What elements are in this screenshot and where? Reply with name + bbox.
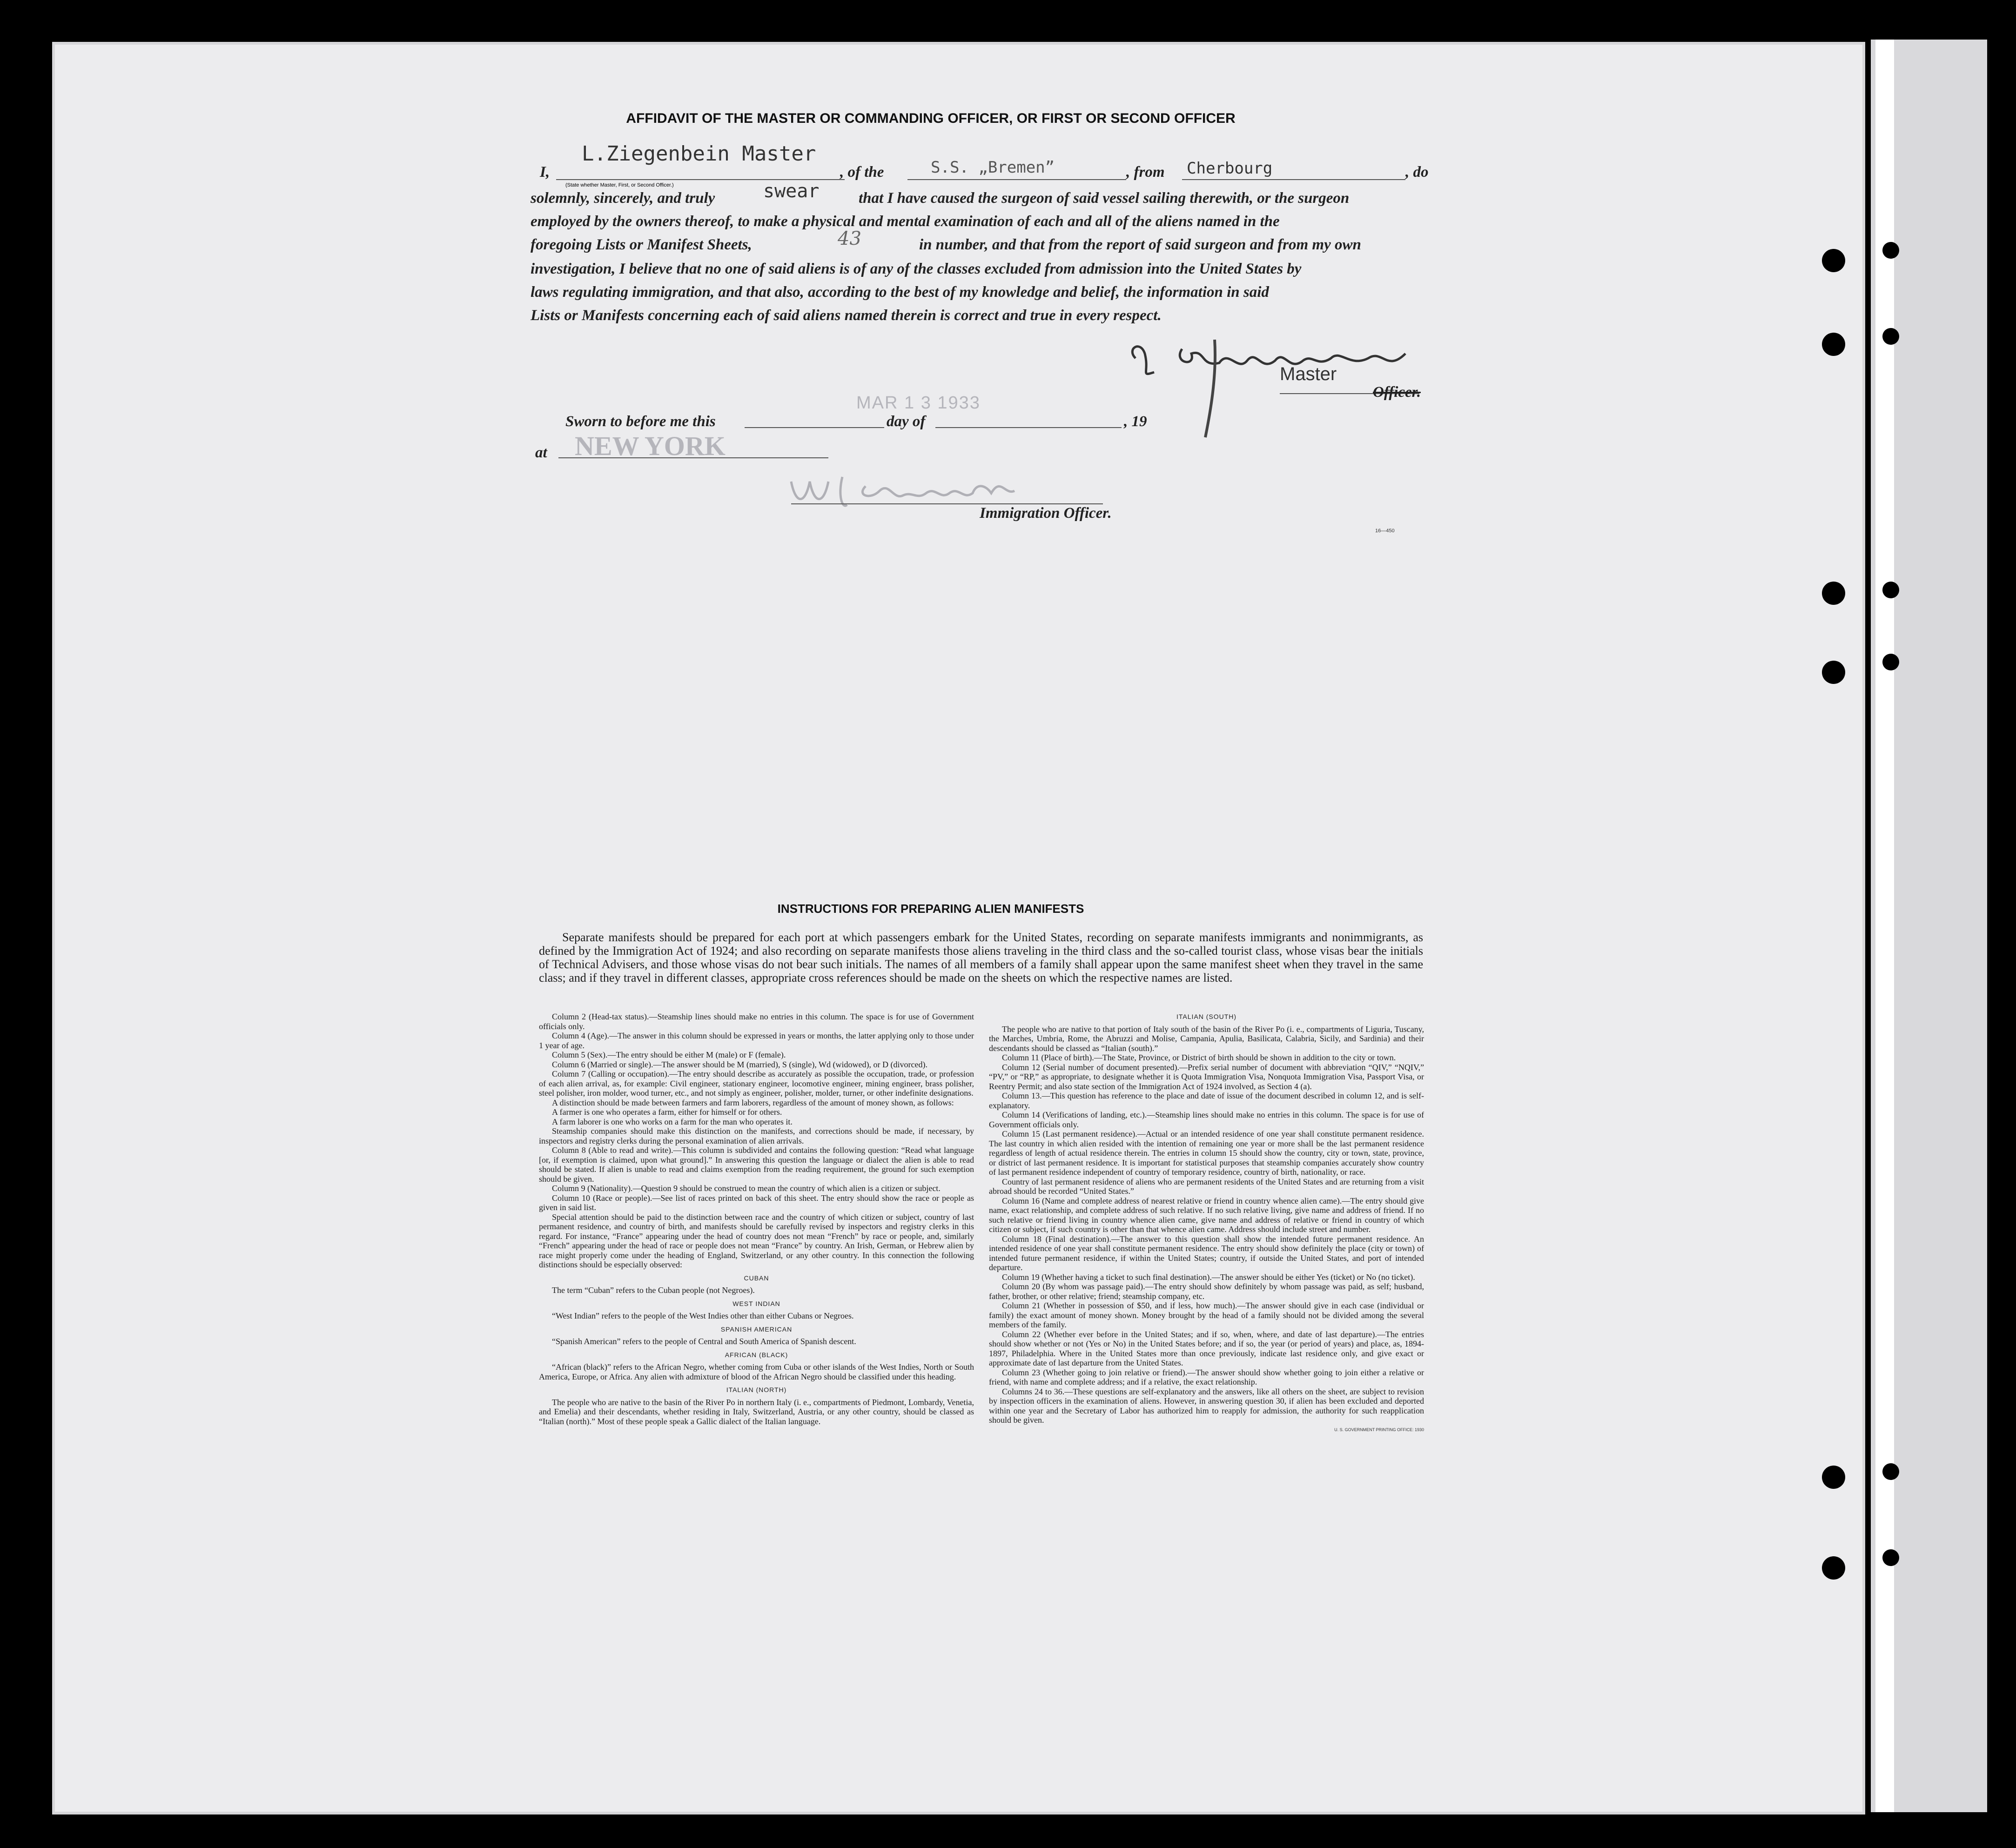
cuban-text: The term “Cuban” refers to the Cuban people (not Negroes). [552, 1286, 755, 1295]
binder-hole [1822, 249, 1845, 272]
day-of-label: day of [887, 413, 926, 430]
right-para: Column 13.—This question has reference to the place and date of issue of the document described in column 12, and is self-explanatory. [989, 1091, 1424, 1110]
left-para: Column 8 (Able to read and write).—This column is subdivided and contains the following question: “Read what language [or, if exemption is claimed, upon what ground].” In answering this question the language or dialect the alien is able to read should be stated. If alien is unable to read and claims exemption from the reading requirement, the ground for such exemption should be given. [539, 1145, 974, 1184]
affidavit-line5: investigation, I believe that no one of said aliens is of any of the classes excluded from admission into the United States by [531, 261, 1302, 277]
left-para: Column 5 (Sex).—The entry should be either M (male) or F (female). [552, 1050, 786, 1059]
right-para: Column 19 (Whether having a ticket to such final destination).—The answer should be either Yes (ticket) or No (no ticket). [1002, 1272, 1415, 1282]
form-number: 16—450 [1375, 528, 1395, 534]
west-indian-heading: WEST INDIAN [732, 1299, 780, 1307]
right-para: Country of last permanent residence of aliens who are permanent residents of the United States and are returning from a visit abroad should be recorded “United States.” [989, 1177, 1424, 1196]
left-para: Special attention should be paid to the distinction between race and the country of which citizen or subject, country of last permanent residence, and country of birth, and manifests should be carefully revised by inspectors and registry clerks in this regard. For instance, “France” appearing under the head of country does not mean “French” by race or people, and, similarly “French” appearing under the head of race or people does not mean “France” by country. An Irish, German, or Hebrew alien by race might properly come under the heading of England, Switzerland, or any other country. In this connection the following distinctions should be especially observed: [539, 1212, 974, 1269]
affidavit-line7: Lists or Manifests concerning each of said aliens named therein is correct and true in every respect. [531, 307, 1162, 324]
right-para: Column 14 (Verifications of landing, etc.).—Steamship lines should make no entries in this column. The space is for use of Government officials only. [989, 1110, 1424, 1129]
right-para: Column 15 (Last permanent residence).—Actual or an intended residence of one year shall constitute permanent residence. The last country in which alien resided with the intention of remaining one year or more shall be the last permanent residence regardless of length of actual residence therein. The entries in column 15 should show the country, city or town, state, province, or district of last permanent residence. It is important for statistical purposes that steamship companies accurately show country of last permanent residence independent of country of temporary residence, country of birth, nationality, or race. [989, 1129, 1424, 1177]
instructions-intro: Separate manifests should be prepared for each port at which passengers embark for the United States, recording on separate manifests immigrants and nonimmigrants, as defined by the Immigration Act of 1924; and also recording on separate manifests those aliens traveling in the third class and the so-called tourist class, whose visas bear the initials of Technical Advisers, and those whose visas do not bear such initials. The names of all members of a family shall appear upon the same manifest sheet when they travel in the same class; and if they travel in different classes, appropriate cross references should be made on the sheets on which the respective names are listed. [539, 931, 1423, 984]
affidavit-line6: laws regulating immigration, and that also, according to the best of my knowledge and belief, the information in said [531, 284, 1269, 301]
instructions-left-column [539, 1012, 974, 1426]
italian-north-text: The people who are native to the basin of the River Po in northern Italy (i. e., compartments of Piedmont, Lombardy, Venetia, and Emelia) and their descendants, whether residing in Italy, Switzerland, Austria, or any other country, should be classed as “Italian (north).” Most of these people speak a Gallic dialect of the Italian language. [539, 1397, 974, 1426]
master-name: L.Ziegenbein Master [582, 142, 816, 166]
place-stamp: NEW YORK [575, 431, 726, 461]
right-para: Column 12 (Serial number of document presented).—Prefix serial number of document with abbreviation “QIV,” “NQIV,” “PV,” or “RP,” as appropriate, to designate whether it is Quota Immigration Visa, Nonquota Immigration Visa, Passport Visa, or Reentry Permit; and also state section of the Immigration Act of 1924 involved, as Section 4 (a). [989, 1062, 1424, 1091]
affidavit-line2b: that I have caused the surgeon of said vessel sailing therewith, or the surgeon [859, 190, 1350, 207]
left-para: A farm laborer is one who works on a farm for the man who operates it. [552, 1117, 793, 1126]
affidavit-i: I, [540, 164, 550, 181]
left-para: Steamship companies should make this distinction on the manifests, and corrections should be made, if necessary, by inspectors and registry clerks during the personal examination of alien arrivals. [539, 1126, 974, 1145]
right-para: Column 18 (Final destination).—The answer to this question shall show the intended future permanent residence. An intended residence of one year shall constitute permanent residence. The entry should show definitely the place (city or town) of intended future permanent residence, if within the United States; country, if outside the United States, and port of intended departure. [989, 1234, 1424, 1272]
name-line [556, 179, 845, 180]
left-para: Column 2 (Head-tax status).—Steamship lines should make no entries in this column. The space is for use of Government officials only. [539, 1012, 974, 1031]
right-para: Column 21 (Whether in possession of $50, and if less, how much).—The answer should give in each case (individual or family) the exact amount of money shown. Money brought by the head of a family should not be divided among the several members of the family. [989, 1301, 1424, 1329]
left-para: Column 10 (Race or people).—See list of races printed on back of this sheet. The entry should show the race or people as given in said list. [539, 1193, 974, 1212]
left-para: Column 7 (Calling or occupation).—The entry should describe as accurately as possible the occupation, trade, or profession of each alien arrival, as, for example: Civil engineer, stationary engineer, locomotive engineer, mining engineer, brass polisher, steel polisher, iron molder, wood turner, etc., and not simply as engineer, polisher, molder, turner, or other indefinite designations. [539, 1069, 974, 1098]
binder-hole [1822, 661, 1845, 684]
left-para: A distinction should be made between farmers and farm laborers, regardless of the amount of money shown, as follows: [552, 1098, 954, 1107]
swear: swear [763, 181, 820, 202]
right-para: Column 16 (Name and complete address of nearest relative or friend in country whence alien came).—The entry should give name, exact relationship, and complete address of such relative. If no such relative living, give name and address of friend. If no such relative or friend living in country whence alien came, give name and address of relative or friend in country of which citizen or subject, if such country is other than that whence alien came. Address should include street and number. [989, 1196, 1424, 1234]
binder-hole [1822, 333, 1845, 356]
master-title: Master [1280, 364, 1337, 384]
printer-imprint: U. S. GOVERNMENT PRINTING OFFICE: 1930 [1334, 1427, 1424, 1432]
binder-hole [1882, 242, 1899, 259]
left-para: Column 4 (Age).—The answer in this column should be expressed in years or months, the latter applying only to those under 1 year of age. [539, 1031, 974, 1050]
binder-hole [1882, 1463, 1899, 1480]
binder-hole [1822, 1466, 1845, 1489]
of-the-label: , of the [840, 164, 884, 181]
left-para: Column 9 (Nationality).—Question 9 should be construed to mean the country of which alien is a citizen or subject. [552, 1184, 941, 1193]
binder-hole [1882, 654, 1899, 670]
vessel-line [907, 179, 1126, 180]
binder-hole [1882, 328, 1899, 345]
right-para: Column 23 (Whether going to join relative or friend).—The answer should show whether going to join either a relative or friend, with name and complete address; and if a relative, the exact relationship. [989, 1367, 1424, 1386]
sheet-count: 43 [838, 228, 861, 249]
date-stamp: MAR 1 3 1933 [856, 393, 981, 413]
spanish-american-heading: SPANISH AMERICAN [720, 1325, 793, 1333]
port-line [1182, 179, 1405, 180]
binder-hole [1822, 1556, 1845, 1580]
italian-north-heading: ITALIAN (NORTH) [726, 1386, 787, 1393]
left-para: A farmer is one who operates a farm, either for himself or for others. [552, 1107, 782, 1117]
port-name: Cherbourg [1187, 159, 1273, 178]
right-para: The people who are native to that portion of Italy south of the basin of the River Po (i. e., compartments of Liguria, Tuscany, the Marches, Umbria, Rome, the Abruzzi and Molise, Campania, Apulia, Basilicata, Calabria, Sicily, and Sardinia) and their descendants should be classed as “Italian (south).” [989, 1024, 1424, 1053]
vessel-name: S.S. „Bremen” [931, 158, 1055, 177]
instructions-right-column [989, 1012, 1424, 1434]
affidavit-line4b: in number, and that from the report of said surgeon and from my own [919, 236, 1361, 253]
right-para: Column 11 (Place of birth).—The State, Province, or District of birth should be shown in addition to the city or town. [1002, 1053, 1396, 1062]
state-note: (State whether Master, First, or Second Officer.) [565, 182, 674, 188]
cuban-heading: CUBAN [744, 1274, 769, 1282]
affidavit-line4a: foregoing Lists or Manifest Sheets, [531, 236, 752, 253]
master-signature [1108, 321, 1433, 442]
at-label: at [535, 444, 547, 461]
do-label: , do [1405, 164, 1429, 181]
year-label: , 19 [1124, 413, 1147, 430]
right-para: Column 20 (By whom was passage paid).—The entry should show definitely by whom passage was paid, as self; husband, father, brother, or other relative; friend; steamship company, etc. [989, 1282, 1424, 1301]
from-label: , from [1126, 164, 1165, 181]
instructions-title: INSTRUCTIONS FOR PREPARING ALIEN MANIFESTS [777, 902, 1084, 916]
binder-hole [1882, 1549, 1899, 1566]
left-para: Column 6 (Married or single).—The answer should be M (married), S (single), Wd (widowed), or D (divorced). [552, 1059, 927, 1069]
binding-strip-edge [1875, 40, 1894, 1812]
spanish-american-text: “Spanish American” refers to the people of Central and South America of Spanish descent. [552, 1337, 856, 1346]
binder-hole [1822, 582, 1845, 605]
month-line-2 [935, 427, 1122, 428]
officer-struck: Officer. [1373, 384, 1421, 401]
sworn-line [745, 427, 884, 428]
right-para: Columns 24 to 36.—These questions are self-explanatory and the answers, like all others on the sheet, are subject to revision by inspection officers in the examination of aliens. However, in answering question 30, if alien has been excluded and deported within one year and the Secretary of Labor has authorized him to reapply for admission, the authority for such reapplication should be given. [989, 1386, 1424, 1425]
binder-hole [1882, 582, 1899, 598]
affidavit-line3: employed by the owners thereof, to make a physical and mental examination of each and all of the aliens named in the [531, 213, 1280, 230]
italian-south-heading: ITALIAN (SOUTH) [1176, 1013, 1237, 1020]
sworn-label: Sworn to before me this [565, 413, 716, 430]
affidavit-line2a: solemnly, sincerely, and truly [531, 190, 715, 207]
officer-line [791, 503, 1103, 504]
african-text: “African (black)” refers to the African Negro, whether coming from Cuba or other islands of the West Indies, North or South America, Europe, or Africa. Any alien with admixture of blood of the African Negro should be classified under this heading. [539, 1362, 974, 1381]
affidavit-title: AFFIDAVIT OF THE MASTER OR COMMANDING OFFICER, OR FIRST OR SECOND OFFICER [626, 111, 1236, 126]
african-heading: AFRICAN (BLACK) [725, 1351, 788, 1359]
right-para: Column 22 (Whether ever before in the United States; and if so, when, where, and date of last departure).—The entries should show whether or not (Yes or No) in the United States before; and if so, the year (or period of years) and place, as, 1894-1897, Philadelphia. Where in the United States more than once previously, indicate last residence only, and give exact or approximate date of last departure from the United States. [989, 1329, 1424, 1367]
immigration-officer: Immigration Officer. [980, 505, 1112, 522]
west-indian-text: “West Indian” refers to the people of the West Indies other than either Cubans or Negroes. [552, 1311, 854, 1320]
